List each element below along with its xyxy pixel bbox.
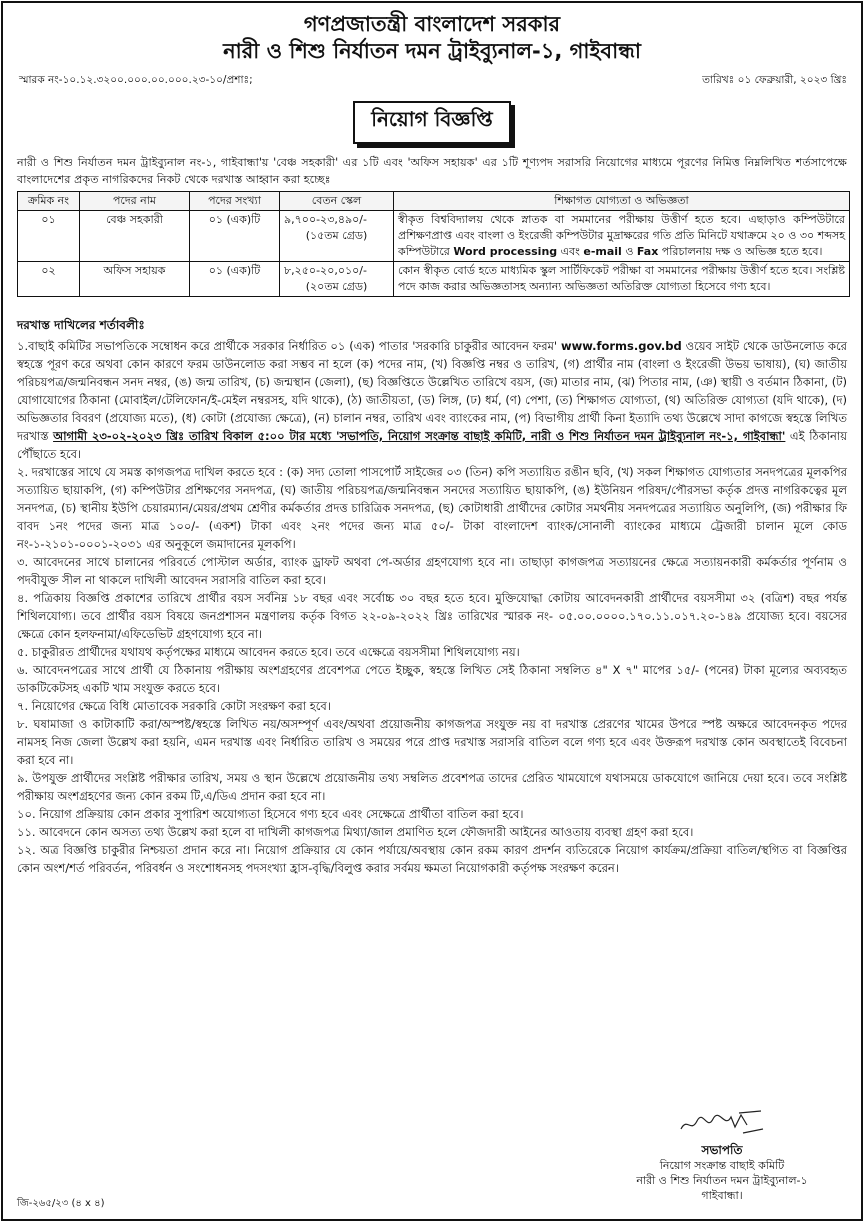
conditions-list bbox=[3, 337, 861, 877]
row-count: ০১ (এক)টি bbox=[190, 262, 280, 297]
qual-text: পরিচালনায় দক্ষ ও অভিজ্ঞ হতে হবে। bbox=[658, 245, 823, 258]
row-scale bbox=[280, 262, 394, 297]
memo-number: স্মারক নং-১০.১২.৩২০০.০০০.০০.০০০.২৩-১০/প্রশাঃ; bbox=[19, 74, 253, 86]
pay-scale: ৯,৭০০-২৩,৪৯০/- bbox=[284, 213, 367, 226]
qual-word-processing: Word processing bbox=[453, 245, 558, 258]
deadline-address: আগামী ২৩-০২-২০২৩ খ্রিঃ তারিখ বিকাল ৫:০০ টার মধ্যে 'সভাপতি, নিয়োগ সংক্রান্ত বাছাই কমিটি, নারী ও শিশু নির্যাতন দমন ট্রাইব্যুনাল নং-১, গাইবান্ধা' bbox=[53, 429, 786, 443]
col-scale: বেতন স্কেল bbox=[280, 192, 394, 211]
row-serial: ০১ bbox=[18, 211, 80, 262]
pay-grade: (২০তম গ্রেড) bbox=[305, 280, 368, 293]
signatory-location: গাইবান্ধা। bbox=[701, 1189, 743, 1202]
memo-row bbox=[3, 73, 861, 91]
clause-2: ২. দরখাস্তের সাথে যে সমস্ত কাগজপত্র দাখিল করতে হবে : (ক) সদ্য তোলা পাসপোর্ট সাইজের ০৩ (তিন) কপি সত্যায়িত রঙীন ছবি, (খ) সকল শিক্ষাগত যোগ্যতার সনদপত্রের মূলকপির সত্যায়িত ছায়াকপি, (গ) কম্পিউটার প্রশিক্ষণের সনদপত্র, (ঘ) জাতীয় পরিচয়পত্র/জন্মনিবন্ধন সনদের সত্যায়িত ছায়াকপি, (ঙ) ইউনিয়ন পরিষদ/পৌরসভা কর্তৃক প্রদত্ত নাগরিকত্বের মূল সনদপত্র, (চ) স্থানীয় ইউপি চেয়ারম্যান/মেয়র/প্রথম শ্রেণীর কর্মকর্তার প্রদত্ত চারিত্রিক সনদপত্র, (ছ) কোটাধারী প্রার্থীদের কোটার সমর্থনীয় সনদপত্রের সত্যায়িত অনুলিপি, (জ) পরীক্ষার ফি বাবদ ১নং পদের জন্য মাত্র ১০০/- (একশ) টাকা এবং ২নং পদের জন্য মাত্র ৫০/- টাকা বাংলাদেশ ব্যাংক/সোনালী ব্যাংকের মাধ্যমে ট্রেজারী চালান মূলে কোড নং-১-২১০১-০০০১-২০৩১ এর অনুকূলে জমাদানের মূলকপি। bbox=[17, 465, 847, 551]
clause-1 bbox=[17, 337, 847, 463]
row-post: বেঞ্চ সহকারী bbox=[80, 211, 190, 262]
clause-4: ৪. পত্রিকায় বিজ্ঞপ্তি প্রকাশের তারিখে প্রার্থীর বয়স সর্বনিম্ন ১৮ বছর এবং সর্বোচ্চ ৩০ বছর হতে হবে। মুক্তিযোদ্ধা কোটায় আবেদনকারী প্রার্থীদের বয়সসীমা ৩২ (বত্রিশ) বছর পর্যন্ত শিথিলযোগ্য। তবে প্রার্থীর বয়স বিষয়ে জনপ্রশাসন মন্ত্রণালয় কর্তৃক বিগত ২২-০৯-২০২২ খ্রিঃ তারিখের স্মারক নং- ০৫.০০.০০০০.১৭০.১১.০১৭.২০-১৪৯ প্রযোজ্য হবে। বয়সের ক্ষেত্রে কোন হলফনামা/এফিডেভিট গ্রহণযোগ্য হবে না। bbox=[17, 591, 847, 641]
qual-fax: Fax bbox=[636, 245, 659, 258]
signatory-tribunal: নারী ও শিশু নির্যাতন দমন ট্রাইব্যুনাল-১ bbox=[636, 1174, 808, 1187]
pay-scale: ৮,২৫০-২০,০১০/- bbox=[284, 264, 367, 277]
clause-8: ৮. ঘষামাজা ও কাটাকাটি করা/অস্পষ্ট/স্বহস্তে লিখিত নয়/অসম্পূর্ণ এবং/অথবা প্রয়োজনীয় কাগজপত্র সংযুক্ত নয় বা দরখাস্ত প্রেরণের খামের উপরে স্পষ্ট অক্ষরে আবেদনকৃত পদের নামসহ নিজ জেলা উল্লেখ করা হয়নি, এমন দরখাস্ত এবং নির্ধারিত তারিখ ও সময়ের পরে প্রাপ্ত দরখাস্ত সরাসরি বাতিল বলে গণ্য হবে এবং উক্তরূপ দরখাস্ত কোন অবস্থাতেই বিবেচনা করা হবে না। bbox=[17, 717, 847, 767]
forms-website-link[interactable]: www.forms.gov.bd bbox=[560, 339, 682, 353]
col-qualification: শিক্ষাগত যোগ্যতা ও অভিজ্ঞতা bbox=[394, 192, 850, 211]
col-post: পদের নাম bbox=[80, 192, 190, 211]
clause-5: ৫. চাকুরীরত প্রার্থীদের যথাযথ কর্তৃপক্ষের মাধ্যমে আবেদন করতে হবে। তবে এক্ষেত্রে বয়সসীমা শিথিলযোগ্য নয়। bbox=[17, 645, 520, 659]
row-qualification: কোন স্বীকৃত বোর্ড হতে মাধ্যমিক স্কুল সার্টিফিকেট পরীক্ষা বা সমমানের পরীক্ষায় উত্তীর্ণ হতে হবে। সংশ্লিষ্ট পদে কাজ করার অভিজ্ঞতাসহ অন্যান্য অভিজ্ঞতা অতিরিক্ত যোগ্যতা হিসেবে গণ্য হবে। bbox=[394, 262, 850, 297]
row-count: ০১ (এক)টি bbox=[190, 211, 280, 262]
intro-paragraph: নারী ও শিশু নির্যাতন দমন ট্রাইব্যুনাল নং-১, গাইবান্ধা'য় 'বেঞ্চ সহকারী' এর ১টি এবং 'অফিস সহায়ক' এর ১টি শূণ্যপদ সরাসরি নিয়োগের মাধ্যমে পূরণের নিমিত্ত নিম্নলিখিত শর্তসাপেক্ষে বাংলাদেশের প্রকৃত নাগরিকদের নিকট থেকে দরখাস্ত আহ্বান করা হচ্ছেঃ bbox=[17, 156, 847, 186]
qual-text: স্বীকৃত বিশ্ববিদ্যালয় থেকে স্নাতক বা সমমানের পরীক্ষায় উত্তীর্ণ হতে হবে। এছাড়াও কম্পিউটারে প্রশিক্ষণপ্রাপ্ত এবং বাংলা ও ইংরেজী কম্পিউটার মুদ্রাক্ষরের গতি প্রতি মিনিটে যথাক্রমে ২০ ও ৩০ শব্দসহ কম্পিউটারে bbox=[398, 213, 845, 258]
table-row bbox=[18, 262, 850, 297]
signatory-title: সভাপতি bbox=[701, 1143, 743, 1157]
signature-block bbox=[607, 1107, 837, 1203]
row-qualification bbox=[394, 211, 850, 262]
notice-page bbox=[1, 1, 863, 1221]
col-count: পদের সংখ্যা bbox=[190, 192, 280, 211]
clause-text: ওয়েব সাইট থেকে ডাউনলোড করে স্বহস্তে পূরণ করে অথবা কোন কারণে ফরম ডাউনলোড করা সম্ভব না হলে (ক) পদের নাম, (খ) বিজ্ঞপ্তি নম্বর ও তারিখ, (গ) প্রার্থীর নাম (বাংলা ও ইংরেজী উভয় ভাষায়), (ঘ) জাতীয় পরিচয়পত্র/জন্মনিবন্ধন সনদ নম্বর, (ঙ) জন্ম তারিখ, (চ) জন্মস্থান (জেলা), (ছ) বিজ্ঞপ্তিতে উল্লেখিত তারিখে বয়স, (জ) মাতার নাম, (ঝ) পিতার নাম, (ঞ) স্থায়ী ও বর্তমান ঠিকানা, (ট) যোগাযোগের ঠিকানা (মোবাইল/টেলিফোন/ই-মেইল নম্বরসহ, যদি থাকে), (ঠ) জাতীয়তা, (ড) লিঙ্গ, (ঢ) ধর্ম, (ণ) পেশা, (ত) শিক্ষাগত যোগ্যতা, (থ) অতিরিক্ত যোগ্যতা (যদি থাকে), (দ) অভিজ্ঞতার বিবরণ (প্রযোজ্য মতে), (ধ) কোটা (প্রযোজ্য ক্ষেত্রে), (ন) চালান নম্বর, তারিখ এবং ব্যাংকের নাম, (প) বিভাগীয় প্রার্থী কিনা ইত্যাদি তথ্য উল্লেখে সাদা কাগজে স্বহস্তে লিখিত দরখাস্ত bbox=[17, 339, 848, 443]
posts-table bbox=[17, 191, 850, 297]
signatory-committee: নিয়োগ সংক্রান্ত বাছাই কমিটি bbox=[659, 1159, 785, 1172]
row-post: অফিস সহায়ক bbox=[80, 262, 190, 297]
signature-scribble bbox=[677, 1107, 767, 1137]
notice-date: তারিখঃ ০১ ফেব্রুয়ারী, ২০২৩ খ্রিঃ bbox=[702, 74, 847, 86]
qual-text: ও bbox=[621, 245, 637, 258]
clause-text: ১.বাছাই কমিটির সভাপতিকে সম্বোধন করে প্রার্থীকে সরকার নির্ধারিত ০১ (এক) পাতার 'সরকারি চাকুরীর আবেদন ফরম' bbox=[17, 339, 561, 353]
clause-3: ৩. আবেদনের সাথে চালানের পরিবর্তে পোস্টাল অর্ডার, ব্যাংক ড্রাফট অথবা পে-অর্ডার গ্রহণযোগ্য হবে না। তাছাড়া কাগজপত্র সত্যায়নের ক্ষেত্রে সত্যায়নকারী কর্মকর্তার পূর্ণনাম ও পদবীযুক্ত সীল না থাকলে দাখিলী আবেদন সরাসরি বাতিল করা হবে। bbox=[17, 555, 847, 587]
pay-grade: (১৫তম গ্রেড) bbox=[305, 229, 368, 242]
clause-12: ১২. অত্র বিজ্ঞপ্তি চাকুরীর নিশ্চয়তা প্রদান করে না। নিয়োগ প্রক্রিয়ার যে কোন পর্যায়ে/অবস্থায় কোন রকম কারণ প্রদর্শন ব্যতিরেকে নিয়োগ কার্যক্রম/প্রক্রিয়া বাতিল/স্থগিত বা বিজ্ঞপ্তির কোন অংশ/শর্ত পরিবর্তন, পরিবর্ধন ও সংশোধনসহ পদসংখ্যা হ্রাস-বৃদ্ধি/বিলুপ্ত করার সর্বময় ক্ষমতা নিয়োগকারী কর্তৃপক্ষ সংরক্ষণ করেন। bbox=[17, 843, 847, 875]
notice-title: নিয়োগ বিজ্ঞপ্তি bbox=[353, 101, 511, 144]
qual-text: এবং bbox=[557, 245, 584, 258]
clause-7: ৭. নিয়োগের ক্ষেত্রে বিধি মোতাবেক সরকারি কোটা সংরক্ষণ করা হবে। bbox=[17, 699, 331, 713]
row-scale bbox=[280, 211, 394, 262]
clause-10: ১০. নিয়োগ প্রক্রিয়ায় কোন প্রকার সুপারিশ অযোগ্যতা হিসেবে গণ্য হবে এবং সেক্ষেত্রে প্রার্থীতা বাতিল করা হবে। bbox=[17, 807, 524, 821]
col-serial: ক্রমিক নং bbox=[18, 192, 80, 211]
clause-11: ১১. আবেদনে কোন অসত্য তথ্য উল্লেখ করা হলে বা দাখিলী কাগজপত্র মিথ্যা/জাল প্রমাণিত হলে ফৌজদারী আইনের আওতায় ব্যবস্থা গ্রহণ করা হবে। bbox=[17, 825, 694, 839]
government-title: গণপ্রজাতন্ত্রী বাংলাদেশ সরকার bbox=[303, 12, 561, 36]
table-header-row bbox=[18, 192, 850, 211]
qual-email: e-mail bbox=[583, 245, 622, 258]
tribunal-title: নারী ও শিশু নির্যাতন দমন ট্রাইব্যুনাল-১, গাইবান্ধা bbox=[223, 39, 641, 63]
row-serial: ০২ bbox=[18, 262, 80, 297]
notice-title-wrap bbox=[3, 101, 861, 144]
print-code: জি-২৬৫/২৩ (৪ x ৪) bbox=[17, 1198, 105, 1209]
table-row bbox=[18, 211, 850, 262]
clause-9: ৯. উপযুক্ত প্রার্থীদের সংশ্লিষ্ট পরীক্ষার তারিখ, সময় ও স্থান উল্লেখে প্রয়োজনীয় তথ্য সম্বলিত প্রবেশপত্র তাদের প্রেরিত খামযোগে যথাসময়ে ডাকযোগে জানিয়ে দেয়া হবে। তবে সংশ্লিষ্ট পরীক্ষায় অংশগ্রহণের জন্য কোন রকম টি,এ/ডিএ প্রদান করা হবে না। bbox=[17, 771, 847, 803]
clause-text: এই ঠিকানায় পৌঁছাতে হবে। bbox=[17, 429, 847, 461]
clause-6: ৬. আবেদনপত্রের সাথে প্রার্থী যে ঠিকানায় পরীক্ষায় অংশগ্রহণের প্রবেশপত্র পেতে ইচ্ছুক, স্বহস্তে লিখিত সেই ঠিকানা সম্বলিত ৪" X ৭" মাপের ১৫/- (পনের) টাকা মূল্যের অব্যবহৃত ডাকটিকেটসহ একটি খাম সংযুক্ত করতে হবে। bbox=[17, 663, 847, 695]
conditions-title: দরখাস্ত দাখিলের শর্তাবলীঃ bbox=[17, 318, 145, 332]
